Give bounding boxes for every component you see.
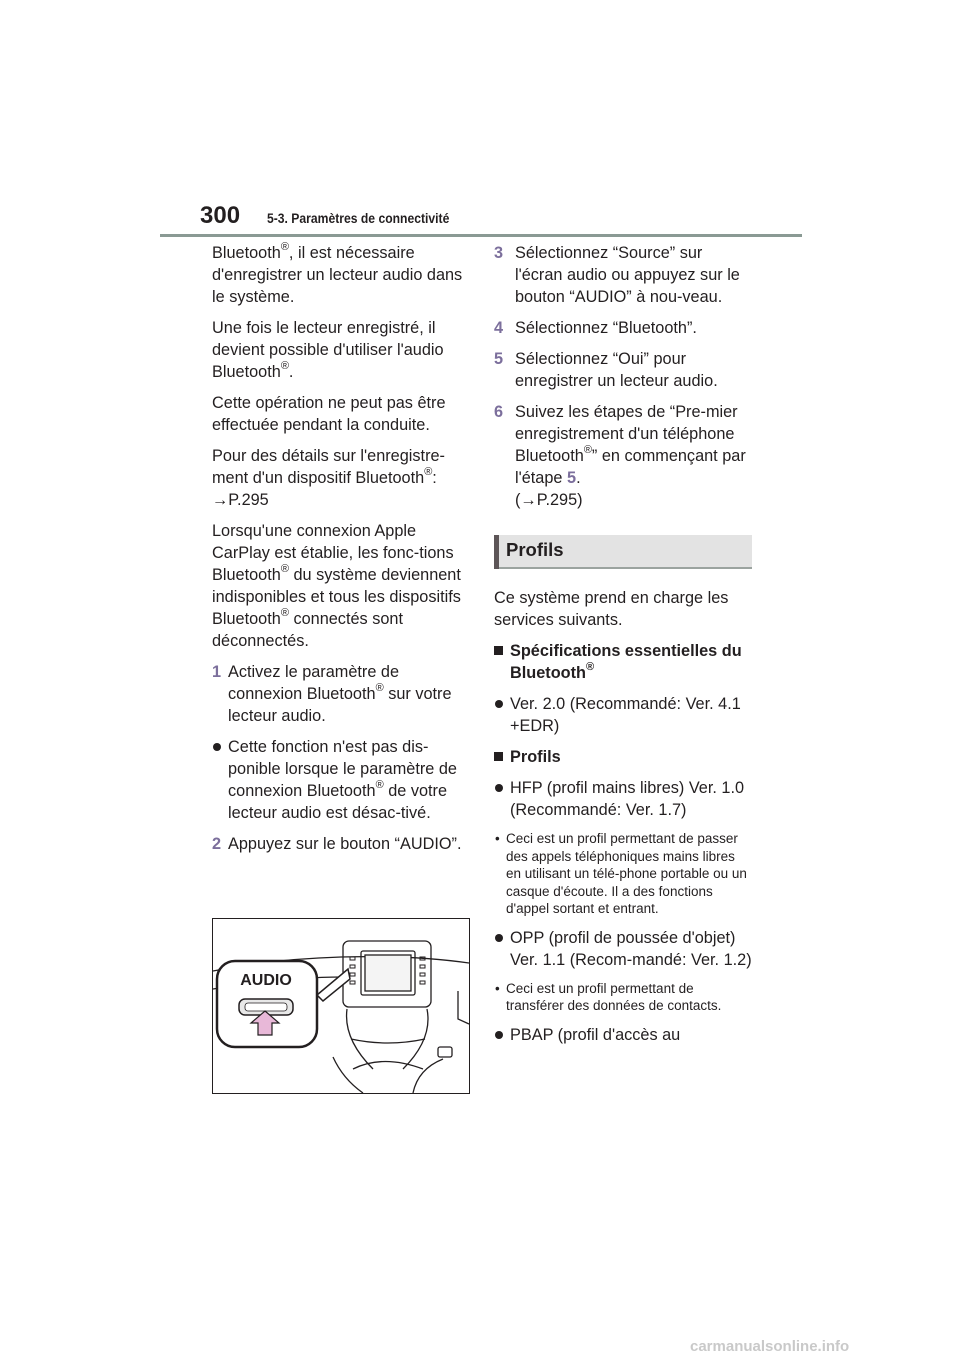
bullet-item: Ver. 2.0 (Recommandé: Ver. 4.1 +EDR) bbox=[494, 693, 752, 737]
profils-subheading: Profils bbox=[494, 746, 752, 768]
bullet-dot-icon bbox=[495, 1031, 503, 1039]
bullet-dot-icon bbox=[495, 700, 503, 708]
step-number: 5 bbox=[494, 350, 504, 368]
step-6: 6 Suivez les étapes de “Pre-mier enregistrement d'un téléphone Bluetooth®” en commençant par l'étape 5. (→P.295) bbox=[494, 403, 746, 509]
paragraph-driving-warning: Cette opération ne peut pas être effectuée pendant la conduite. bbox=[212, 394, 446, 434]
spec-subheading: Spécifications essentielles du Bluetooth® bbox=[494, 640, 752, 684]
page-number: 300 bbox=[200, 202, 241, 229]
bullet-item: OPP (profil de poussée d'objet) Ver. 1.1 (Recom-mandé: Ver. 1.2) bbox=[494, 927, 752, 971]
profils-section-heading: Profils bbox=[494, 535, 752, 569]
bullet-item: HFP (profil mains libres) Ver. 1.0 (Recommandé: Ver. 1.7) bbox=[494, 777, 752, 821]
step-5: 5 Sélectionnez “Oui” pour enregistrer un lecteur audio. bbox=[494, 350, 718, 390]
page-reference-link[interactable]: (→P.295) bbox=[515, 491, 583, 509]
note-item: • Ceci est un profil permettant de passer des appels téléphoniques mains libres en utilisant un télé-phone portable ou un casque d'écoute. Il a des fonctions d'appel sortant et entrant. bbox=[495, 831, 747, 916]
paragraph-services-intro: Ce système prend en charge les services suivants. bbox=[494, 589, 729, 629]
step-number: 1 bbox=[212, 663, 222, 681]
note-item: • Ceci est un profil permettant de transférer des données de contacts. bbox=[495, 980, 722, 1013]
bullet-item: Cette fonction n'est pas dis-ponible lorsque le paramètre de connexion Bluetooth® de votre lecteur audio est désac-tivé. bbox=[212, 736, 474, 824]
step-2: 2 Appuyez sur le bouton “AUDIO”. bbox=[212, 835, 462, 853]
section-title: 5-3. Paramètres de connectivité bbox=[267, 211, 450, 226]
right-column bbox=[494, 242, 752, 1055]
bullet-item: PBAP (profil d'accès au bbox=[494, 1024, 752, 1046]
step-number: 6 bbox=[494, 403, 504, 421]
bullet-dot-icon bbox=[495, 934, 503, 942]
dashboard-illustration bbox=[212, 918, 470, 1094]
bullet-dot-icon bbox=[213, 743, 221, 751]
step-4: 4 Sélectionnez “Bluetooth”. bbox=[494, 319, 697, 337]
paragraph-registration-ref: Pour des détails sur l'enregistre-ment d'un dispositif Bluetooth®: →P.295 bbox=[212, 447, 445, 509]
paragraph-carplay-note: Lorsqu'une connexion Apple CarPlay est établie, les fonc-tions Bluetooth® du système deviennent indisponibles et tous les dispositifs Bluetooth® connectés sont déconnectés. bbox=[212, 522, 461, 650]
heading-bar bbox=[494, 535, 499, 569]
page-reference-link[interactable]: →P.295 bbox=[212, 491, 269, 509]
step-number: 4 bbox=[494, 319, 504, 337]
paragraph-bluetooth-intro: Bluetooth®, il est nécessaire d'enregistrer un lecteur audio dans le système. bbox=[212, 240, 463, 306]
step-3: 3 Sélectionnez “Source” sur l'écran audio ou appuyez sur le bouton “AUDIO” à nou-veau. bbox=[494, 244, 740, 306]
step-1: 1 Activez le paramètre de connexion Bluetooth® sur votre lecteur audio. bbox=[212, 663, 452, 725]
header-rule bbox=[160, 234, 802, 237]
audio-button-label: AUDIO bbox=[240, 972, 292, 989]
page-header bbox=[160, 200, 802, 234]
paragraph-player-registered: Une fois le lecteur enregistré, il devient possible d'utiliser l'audio Bluetooth®. bbox=[212, 319, 444, 381]
dashboard-drawing bbox=[213, 919, 469, 1093]
square-bullet-icon bbox=[494, 646, 503, 655]
step-number: 3 bbox=[494, 244, 504, 262]
bullet-dot-icon bbox=[495, 784, 503, 792]
square-bullet-icon bbox=[494, 752, 503, 761]
watermark: carmanualsonline.info bbox=[690, 1338, 850, 1355]
step-number: 2 bbox=[212, 835, 222, 853]
left-column bbox=[212, 242, 474, 864]
